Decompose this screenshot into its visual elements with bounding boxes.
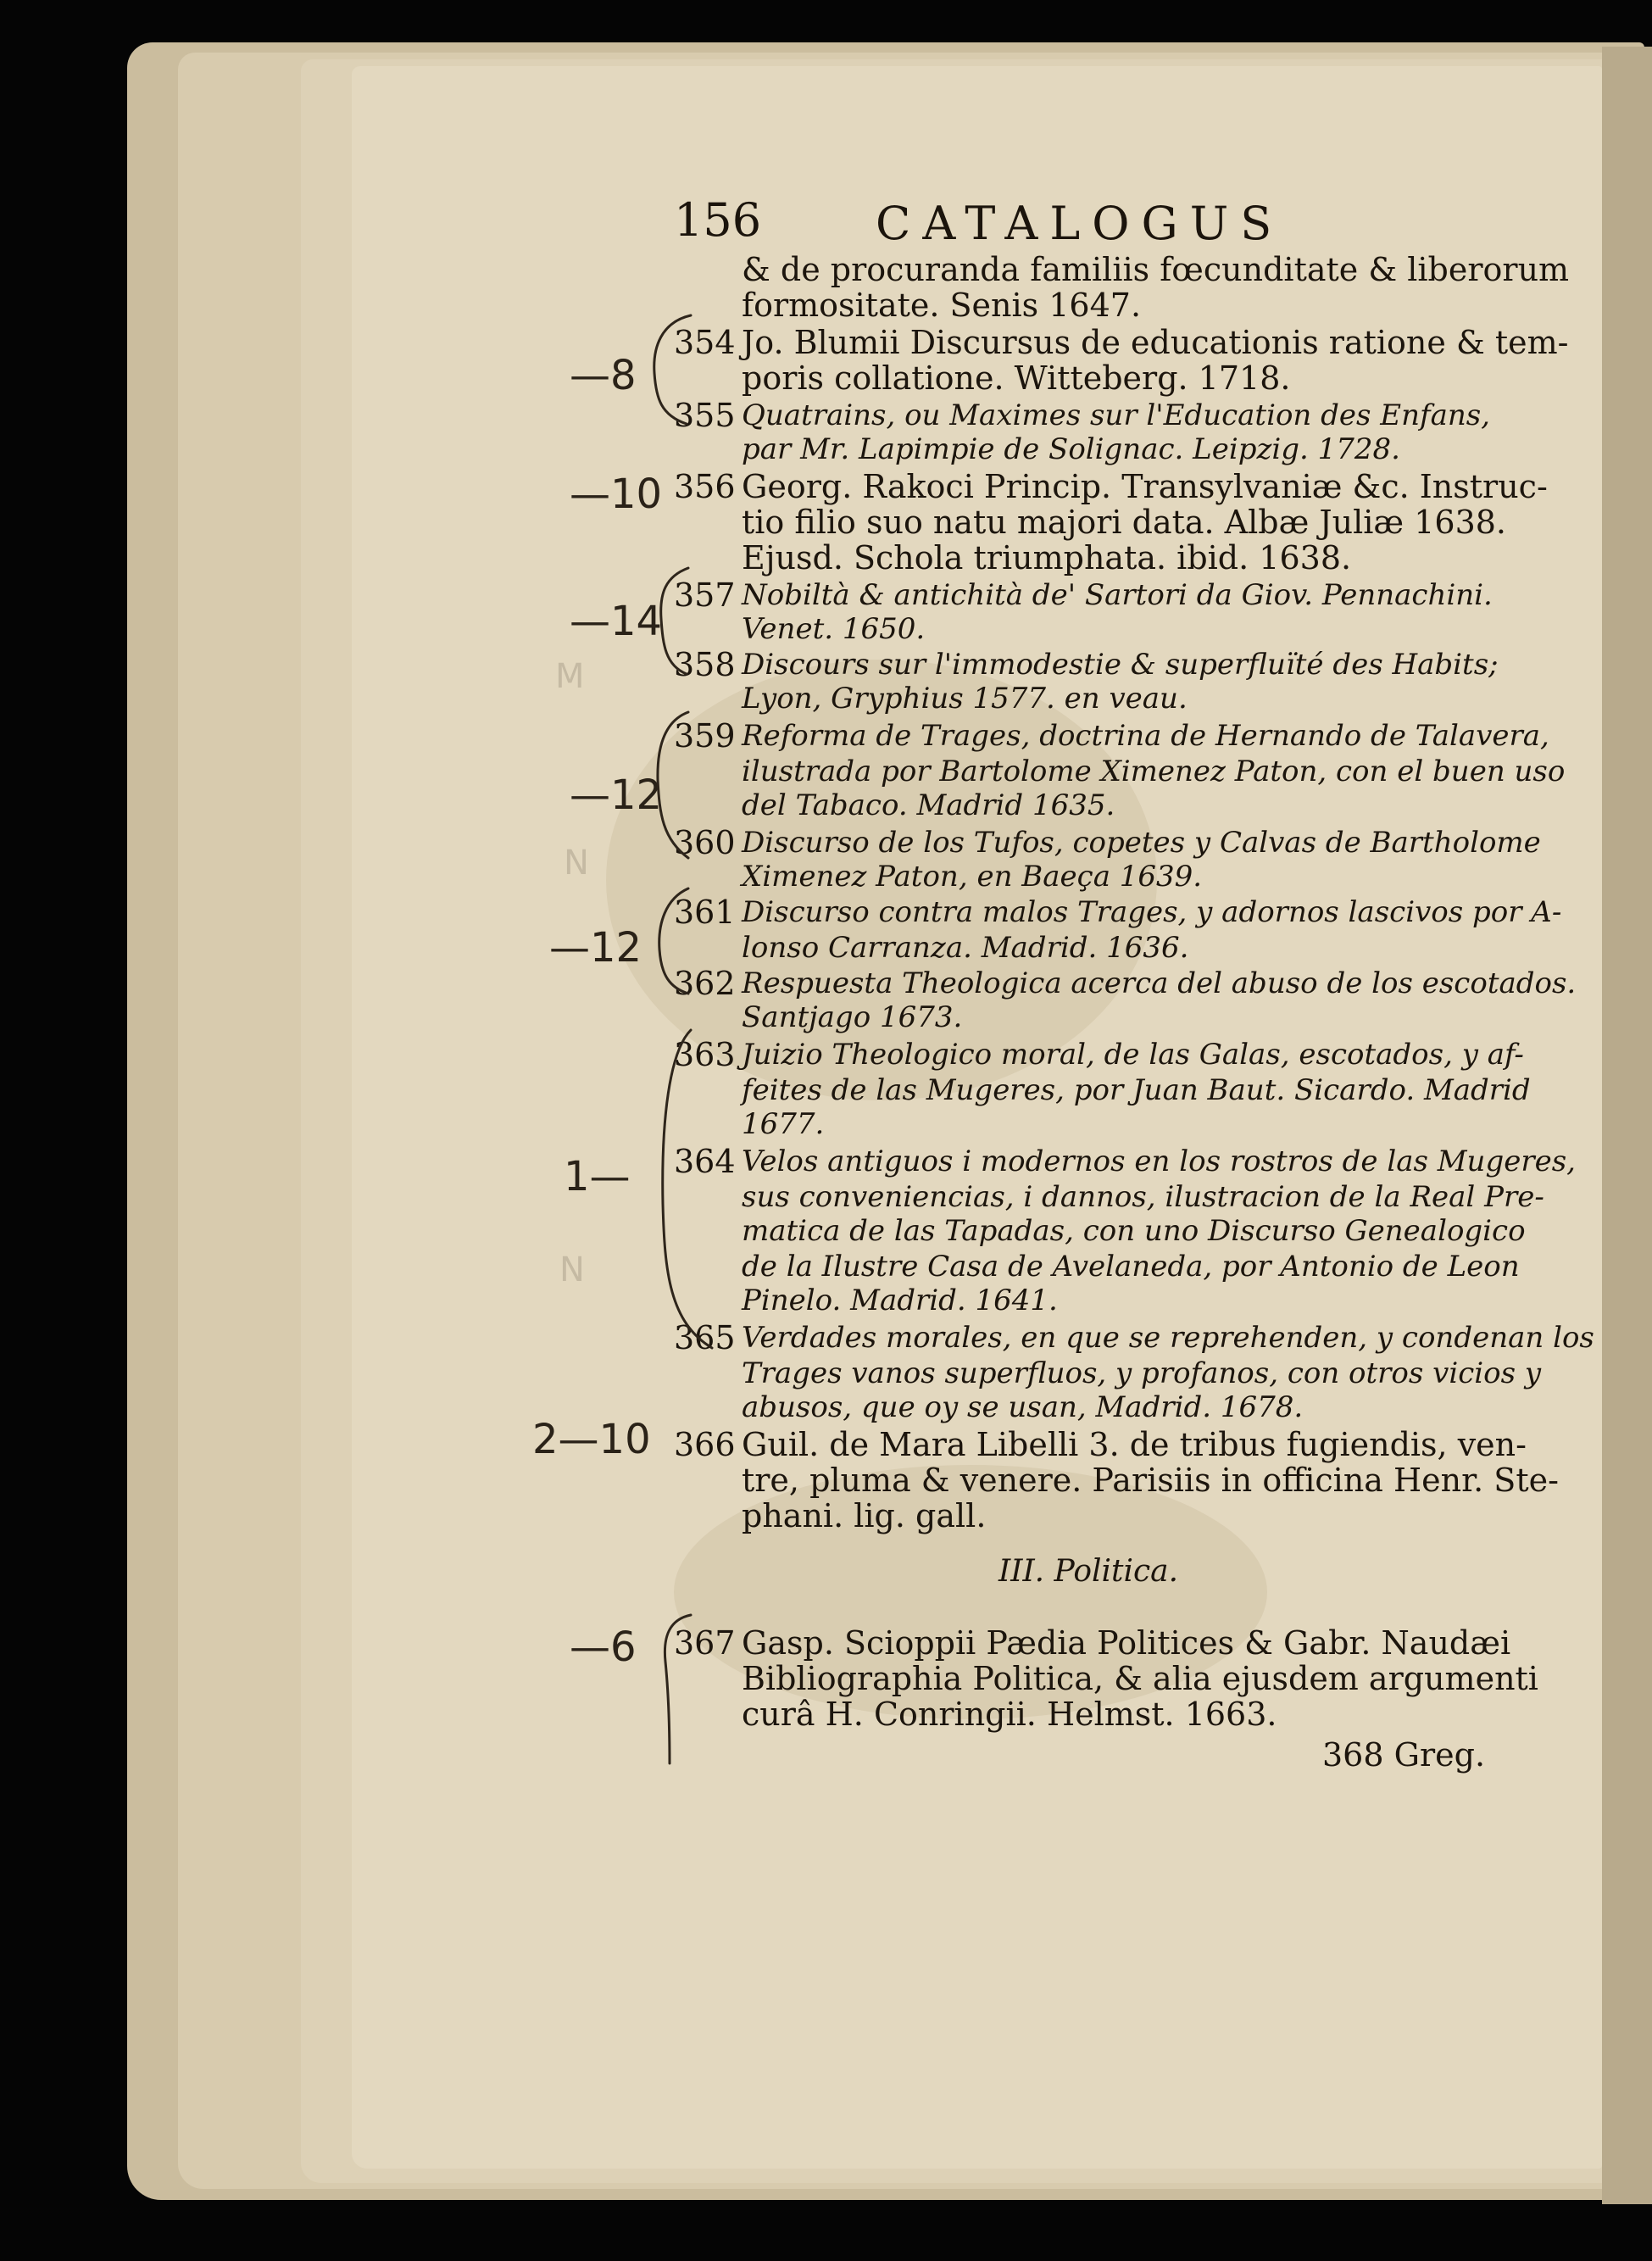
entry-line: de la Ilustre Casa de Avelaneda, por Antonio de Leon <box>742 1250 1520 1284</box>
entry-line: tre, pluma & venere. Parisiis in officina Henr. Ste- <box>742 1462 1559 1499</box>
handwritten-price-note: —12 <box>549 924 642 972</box>
section-heading: III. Politica. <box>998 1554 1179 1589</box>
entry-number: 364 <box>674 1143 736 1180</box>
entry-line: Discours sur l'immodestie & superfluïté des Habits; <box>742 648 1499 682</box>
entry-number: 367 <box>674 1624 736 1662</box>
entry-line: Velos antiguos i modernos en los rostros de las Mugeres, <box>742 1144 1576 1178</box>
entry-number: 355 <box>674 397 736 434</box>
bracket-363-365 <box>663 1030 712 1348</box>
entry-line: Bibliographia Politica, & alia ejusdem argumenti <box>742 1660 1538 1697</box>
entry-line: Reforma de Trages, doctrina de Hernando de Talavera, <box>742 719 1549 753</box>
entry-line: Gasp. Scioppii Pædia Politices & Gabr. Naudæi <box>742 1624 1511 1662</box>
entry-line: abusos, que oy se usan, Madrid. 1678. <box>742 1390 1304 1424</box>
page-number: 156 <box>674 193 762 247</box>
entry-line: Jo. Blumii Discursus de educationis ratione & tem- <box>742 324 1569 361</box>
entry-line: Georg. Rakoci Princip. Transylvaniæ &c. Instruc- <box>742 468 1548 505</box>
entry-line: Ximenez Paton, en Baeça 1639. <box>742 860 1203 894</box>
entry-line: Venet. 1650. <box>742 612 926 646</box>
entry-number: 362 <box>674 965 736 1002</box>
entry-line: Discurso de los Tufos, copetes y Calvas de Bartholome <box>742 826 1541 860</box>
bracket-359-360 <box>658 712 688 858</box>
entry-line: 1677. <box>742 1107 825 1141</box>
entry-line: tio filio suo natu majori data. Albæ Juliæ 1638. <box>742 504 1506 541</box>
entry-number: 356 <box>674 468 736 505</box>
running-title: CATALOGUS <box>876 197 1284 250</box>
entry-line: Pinelo. Madrid. 1641. <box>742 1284 1058 1317</box>
entry-number: 359 <box>674 717 736 755</box>
entry-line: Guil. de Mara Libelli 3. de tribus fugiendis, ven- <box>742 1426 1527 1463</box>
entry-line: Ejusd. Schola triumphata. ibid. 1638. <box>742 539 1352 576</box>
handwritten-price-note: —6 <box>570 1623 637 1671</box>
handwritten-price-note: —10 <box>570 471 663 518</box>
entry-line: Juizio Theologico moral, de las Galas, escotados, y af- <box>742 1038 1524 1072</box>
bracket-357-358 <box>661 568 688 674</box>
entry-line: lonso Carranza. Madrid. 1636. <box>742 931 1189 965</box>
entry-line: Santjago 1673. <box>742 1000 963 1034</box>
entry-line: Verdades morales, en que se reprehenden, y condenan los <box>742 1321 1594 1355</box>
catchword: 368 Greg. <box>1322 1736 1486 1774</box>
handwritten-price-note: —12 <box>570 771 663 819</box>
entry-line: sus conveniencias, i dannos, ilustracion de la Real Pre- <box>742 1180 1544 1214</box>
entry-line: Discurso contra malos Trages, y adornos lascivos por A- <box>742 895 1562 929</box>
handwritten-price-note: —8 <box>570 352 637 399</box>
entry-line: poris collatione. Witteberg. 1718. <box>742 359 1291 397</box>
entry-line: ilustrada por Bartolome Ximenez Paton, con el buen uso <box>742 755 1566 788</box>
faint-pencil-mark: N <box>564 844 589 883</box>
entry-line: Lyon, Gryphius 1577. en veau. <box>742 682 1188 716</box>
entry-line: & de procuranda familiis fœcunditate & liberorum <box>742 251 1570 288</box>
entry-line: del Tabaco. Madrid 1635. <box>742 788 1115 822</box>
entry-line: par Mr. Lapimpie de Solignac. Leipzig. 1728. <box>742 432 1400 466</box>
bracket-354-355 <box>654 315 691 424</box>
entry-number: 357 <box>674 576 736 614</box>
entry-line: Trages vanos superfluos, y profanos, con otros vicios y <box>742 1356 1542 1390</box>
entry-line: feites de las Mugeres, por Juan Baut. Sicardo. Madrid <box>742 1073 1531 1107</box>
entry-line: formositate. Senis 1647. <box>742 287 1142 324</box>
handwritten-price-note: —14 <box>570 598 663 645</box>
entry-line: Quatrains, ou Maximes sur l'Education des Enfans, <box>742 398 1490 432</box>
entry-number: 361 <box>674 894 736 931</box>
entry-line: Respuesta Theologica acerca del abuso de los escotados. <box>742 966 1577 1000</box>
entry-number: 363 <box>674 1036 736 1073</box>
entry-number: 366 <box>674 1426 736 1463</box>
handwritten-price-note: 1— <box>564 1153 631 1200</box>
handwritten-price-note: 2—10 <box>532 1416 651 1463</box>
entry-number: 360 <box>674 824 736 861</box>
entry-line: matica de las Tapadas, con uno Discurso Genealogico <box>742 1214 1526 1248</box>
entry-line: curâ H. Conringii. Helmst. 1663. <box>742 1696 1277 1733</box>
entry-line: phani. lig. gall. <box>742 1497 987 1534</box>
bracket-367 <box>665 1615 691 1763</box>
entry-number: 365 <box>674 1319 736 1356</box>
bracket-361-362 <box>659 888 688 994</box>
faint-pencil-mark: M <box>555 657 585 696</box>
faint-pencil-mark: N <box>559 1250 585 1289</box>
entry-line: Nobiltà & antichità de' Sartori da Giov. Pennachini. <box>742 578 1493 612</box>
entry-number: 354 <box>674 324 736 361</box>
entry-number: 358 <box>674 646 736 683</box>
